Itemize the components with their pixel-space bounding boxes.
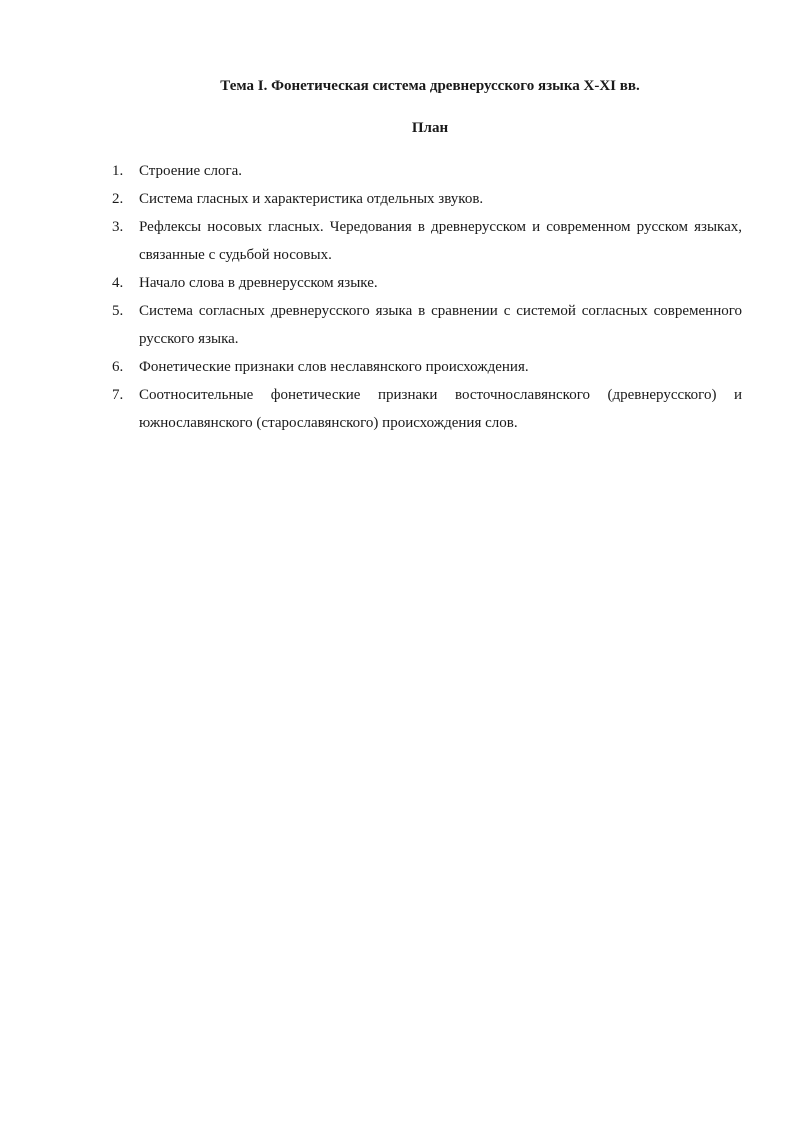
plan-item-number: 1. — [112, 163, 124, 179]
plan-item — [112, 353, 742, 381]
plan-item-text: Соотносительные фонетические признаки восточнославянского (древнерусского) и южнославянского (старославянского) происхождения слов. — [139, 387, 742, 431]
plan-item-text: Начало слова в древнерусском языке. — [139, 275, 378, 291]
plan-item-text: Строение слога. — [139, 163, 243, 179]
plan-item-text: Фонетические признаки слов неславянского происхождения. — [139, 359, 529, 375]
plan-item — [112, 269, 742, 297]
plan-item — [112, 157, 742, 185]
plan-item-text: Рефлексы носовых гласных. Чередования в древнерусском и современном русском языках, связанные с судьбой носовых. — [139, 219, 742, 263]
plan-item — [112, 213, 742, 269]
plan-item-number: 2. — [112, 191, 124, 207]
plan-item — [112, 185, 742, 213]
plan-heading: План — [411, 120, 449, 136]
plan-item-text: Система согласных древнерусского языка в сравнении с системой согласных современного русского языка. — [139, 303, 742, 347]
plan-item — [112, 297, 742, 353]
document-title: Тема I. Фонетическая система древнерусского языка X-XI вв. — [220, 78, 640, 94]
plan-item-number: 3. — [112, 219, 124, 235]
plan-item-number: 4. — [112, 275, 124, 291]
plan-item-number: 5. — [112, 303, 124, 319]
plan-list — [112, 157, 742, 437]
plan-item-number: 6. — [112, 359, 124, 375]
plan-item — [112, 381, 742, 437]
plan-item-text: Система гласных и характеристика отдельных звуков. — [139, 191, 484, 207]
plan-item-number: 7. — [112, 387, 124, 403]
